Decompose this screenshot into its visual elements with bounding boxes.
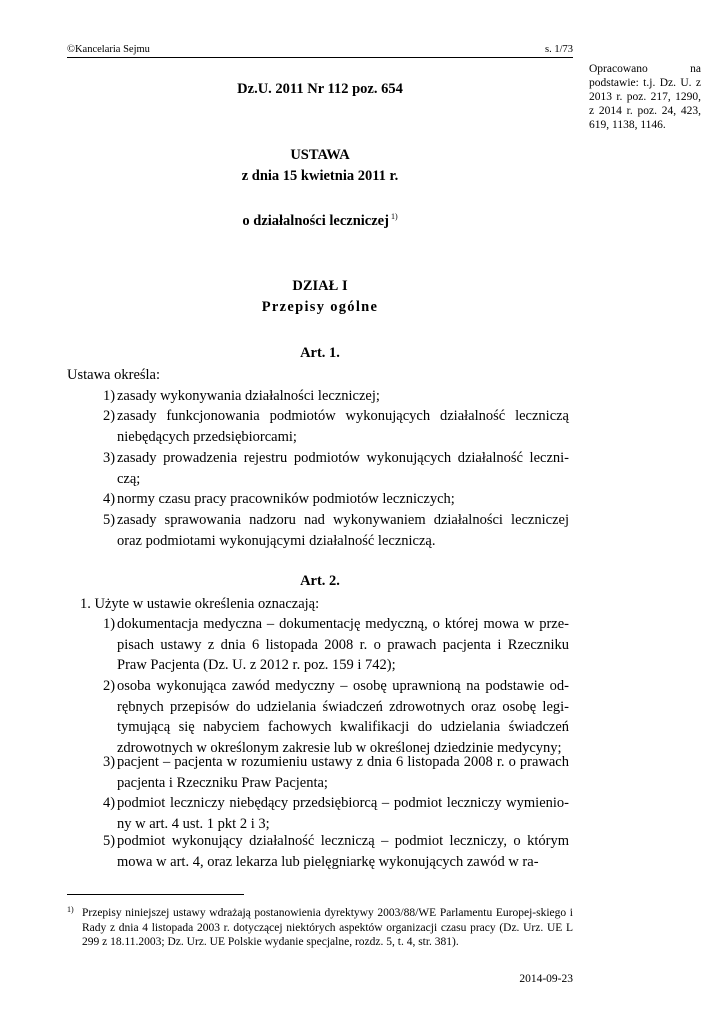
- header-source: ©Kancelaria Sejmu: [67, 44, 150, 55]
- act-title: o działalności leczniczej: [242, 213, 389, 229]
- item-text: zasady wykonywania działalności leczniczej;: [117, 388, 380, 404]
- act-title-line: [67, 212, 573, 230]
- item-number: 2): [103, 678, 116, 694]
- item-text: osoba wykonująca zawód medyczny – osobę uprawnioną na podstawie od-rębnych przepisów do udzielania świadczeń zdrowotnych oraz osobę legi-tymującą się nabyciem fachowych kwalifikacji do udzielania świadczeń zdrowotnych w określonym zakresie lub w określonej dziedzinie medycyny;: [117, 678, 569, 756]
- list-item: [103, 406, 569, 447]
- act-date: z dnia 15 kwietnia 2011 r.: [241, 168, 399, 184]
- act-reference: Dz.U. 2011 Nr 112 poz. 654: [237, 81, 403, 97]
- item-number: 3): [103, 450, 116, 466]
- item-number: 1): [103, 616, 116, 632]
- side-note: Opracowano na podstawie: t.j. Dz. U. z 2013 r. poz. 217, 1290, z 2014 r. poz. 24, 423, 619, 1138, 1146.: [589, 63, 701, 131]
- art2-intro: 1. Użyte w ustawie określenia oznaczają:: [80, 596, 320, 612]
- footnote-divider: [67, 894, 244, 895]
- list-item: [103, 676, 569, 758]
- art2-heading: Art. 2.: [300, 573, 340, 589]
- item-number: 4): [103, 795, 116, 811]
- footnote-mark: 1): [67, 905, 74, 914]
- item-number: 4): [103, 491, 116, 507]
- division-label: DZIAŁ I: [292, 278, 348, 294]
- item-text: dokumentacja medyczna – dokumentację medyczną, o której mowa w prze-pisach ustawy z dnia 6 listopada 2008 r. o prawach pacjenta i Rzeczniku Praw Pacjenta (Dz. U. z 2012 r. poz. 159 i 742);: [117, 616, 569, 673]
- list-item: [103, 489, 569, 510]
- item-number: 5): [103, 512, 116, 528]
- item-text: podmiot wykonujący działalność leczniczą – podmiot leczniczy, o którym mowa w art. 4, oraz lekarza lub pielęgniarkę wykonujących zawód w ra-: [117, 833, 569, 870]
- act-type: USTAWA: [290, 147, 350, 163]
- list-item: [103, 831, 569, 872]
- list-item: [103, 386, 569, 407]
- item-text: zasady prowadzenia rejestru podmiotów wykonujących działalność leczni-czą;: [117, 450, 569, 487]
- footnote-text: Przepisy niniejszej ustawy wdrażają postanowienia dyrektywy 2003/88/WE Parlamentu Europej-skiego i Rady z dnia 4 listopada 2003 r. dotyczącej niektórych aspektów organizacji czasu pracy (Dz. Urz. UE L 299 z 18.11.2003; Dz. Urz. UE Polskie wydanie specjalne, rozdz. 5, t. 4, str. 381).: [82, 907, 573, 948]
- page-number: s. 1/73: [544, 44, 573, 55]
- item-number: 3): [103, 754, 116, 770]
- header-divider: [67, 57, 573, 58]
- item-number: 1): [103, 388, 116, 404]
- item-text: zasady funkcjonowania podmiotów wykonujących działalność leczniczą niebędących przedsiębiorcami;: [117, 408, 569, 445]
- list-item: [103, 614, 569, 676]
- document-date: 2014-09-23: [519, 973, 573, 985]
- item-text: pacjent – pacjenta w rozumieniu ustawy z dnia 6 listopada 2008 r. o prawach pacjenta i Rzeczniku Praw Pacjenta;: [117, 754, 569, 791]
- list-item: [103, 793, 569, 834]
- item-text: podmiot leczniczy niebędący przedsiębiorcą – podmiot leczniczy wymienio-ny w art. 4 ust. 1 pkt 2 i 3;: [117, 795, 569, 832]
- list-item: [103, 752, 569, 793]
- art1-heading: Art. 1.: [300, 345, 340, 361]
- item-number: 5): [103, 833, 116, 849]
- art1-intro: Ustawa określa:: [67, 367, 161, 383]
- list-item: [103, 448, 569, 489]
- item-text: zasady sprawowania nadzoru nad wykonywaniem działalności leczniczej oraz podmiotami wykonującymi działalność leczniczą.: [117, 512, 569, 549]
- item-text: normy czasu pracy pracowników podmiotów leczniczych;: [117, 491, 455, 507]
- division-name: Przepisy ogólne: [261, 299, 379, 315]
- list-item: [103, 510, 569, 551]
- item-number: 2): [103, 408, 116, 424]
- footnote-ref[interactable]: 1): [390, 212, 398, 221]
- footnote: [67, 906, 573, 950]
